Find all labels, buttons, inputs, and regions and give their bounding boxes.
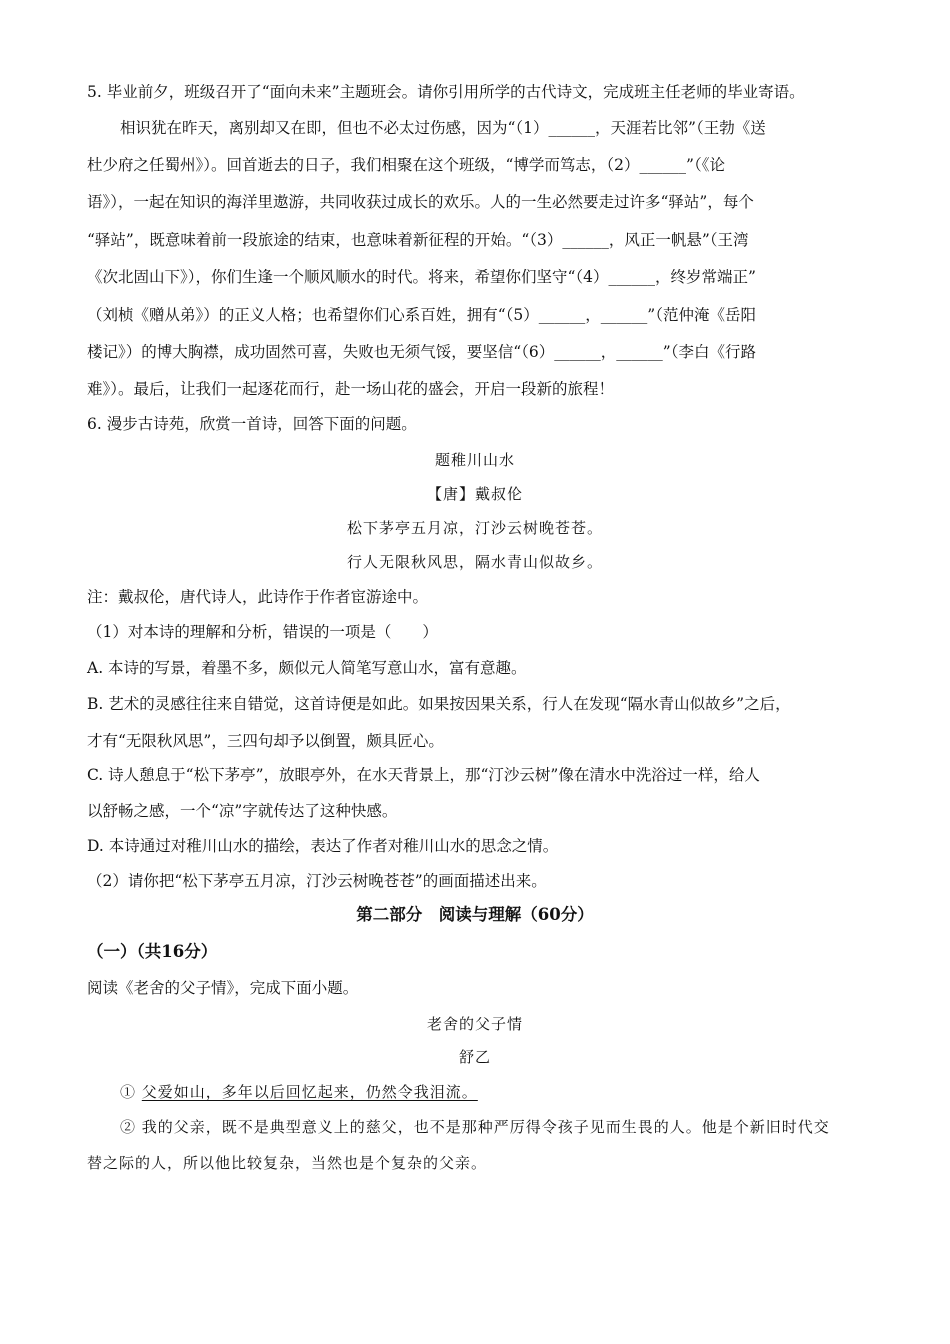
q5-body-line: 难》）。最后，让我们一起逐花而行，赴一场山花的盛会，开启一段新的旅程！ — [87, 380, 615, 398]
poem-line: 松下茅亭五月凉，汀沙云树晚苍苍。 — [346, 519, 603, 537]
paragraph-number: ① — [120, 1083, 137, 1101]
q5-body-line: 相识犹在昨天，离别却又在即，但也不必太过伤感，因为“（1）______，天涯若比邻”（王勃《送 — [120, 119, 766, 137]
article-author: 舒乙 — [458, 1048, 491, 1066]
paragraph-1 — [120, 1082, 478, 1102]
reading-instruction: 阅读《老舍的父子情》，完成下面小题。 — [87, 979, 359, 997]
paragraph-2-line: 替之际的人，所以他比较复杂，当然也是个复杂的父亲。 — [87, 1154, 488, 1172]
q5-body-line: 《次北固山下》），你们生逢一个顺风顺水的时代。将来，希望你们坚守“（4）______，终岁常端正” — [87, 268, 756, 286]
option-a: A. 本诗的写景，着墨不多，颇似元人简笔写意山水，富有意趣。 — [87, 659, 527, 677]
option-b: B. 艺术的灵感往往来自错觉，这首诗便是如此。如果按因果关系，行人在发现“隔水青山似故乡”之后， — [87, 695, 791, 713]
poem-author: 【唐】戴叔伦 — [426, 485, 523, 503]
q5-body-line: 楼记》）的博大胸襟，成功固然可喜，失败也无须气馁，要坚信“（6）______，______”（李白《行路 — [87, 343, 756, 361]
poem-line: 行人无限秋风思，隔水青山似故乡。 — [346, 553, 603, 571]
section-one-heading: （一）（共16分） — [87, 942, 218, 961]
q5-body-line: “驿站”，既意味着前一段旅途的结束，也意味着新征程的开始。“（3）______，风正一帆悬”（王湾 — [87, 231, 749, 249]
poem-title: 题稚川山水 — [434, 451, 515, 469]
q5-body-line: （刘桢《赠从弟》）的正义人格；也希望你们心系百姓，拥有“（5）______，______”（范仲淹《岳阳 — [87, 306, 756, 324]
question-5-stem: 5. 毕业前夕，班级召开了“面向未来”主题班会。请你引用所学的古代诗文，完成班主任老师的毕业寄语。 — [87, 83, 805, 101]
option-c: C. 诗人憩息于“松下茅亭”，放眼亭外，在水天背景上，那“汀沙云树”像在清水中洗浴过一样，给人 — [87, 766, 760, 784]
q5-body-line: 杜少府之任蜀州》）。回首逝去的日子，我们相聚在这个班级，“博学而笃志，（2）______”（《论 — [87, 156, 725, 174]
q5-body-line: 语》），一起在知识的海洋里遨游，共同收获过成长的欢乐。人的一生必然要走过许多“驿站”，每个 — [87, 193, 754, 211]
option-c-continued: 以舒畅之感，一个“凉”字就传达了这种快感。 — [87, 802, 398, 820]
sub-question-2: （2）请你把“松下茅亭五月凉，汀沙云树晚苍苍”的画面描述出来。 — [87, 872, 547, 890]
paragraph-2-line: ② 我的父亲，既不是典型意义上的慈父，也不是那种严厉得令孩子见而生畏的人。他是个新旧时代交 — [120, 1118, 830, 1136]
poem-note: 注：戴叔伦，唐代诗人，此诗作于作者宦游途中。 — [87, 588, 429, 606]
sub-question-1: （1）对本诗的理解和分析，错误的一项是（ ） — [87, 623, 438, 641]
underlined-sentence: 父爱如山，多年以后回忆起来，仍然令我泪流。 — [141, 1083, 478, 1101]
option-d: D. 本诗通过对稚川山水的描绘，表达了作者对稚川山水的思念之情。 — [87, 837, 559, 855]
article-title: 老舍的父子情 — [426, 1015, 523, 1033]
part-two-heading: 第二部分 阅读与理解（60分） — [356, 905, 594, 924]
option-b-continued: 才有“无限秋风思”，三四句却予以倒置，颇具匠心。 — [87, 732, 444, 750]
question-6-stem: 6. 漫步古诗苑，欣赏一首诗，回答下面的问题。 — [87, 415, 417, 433]
